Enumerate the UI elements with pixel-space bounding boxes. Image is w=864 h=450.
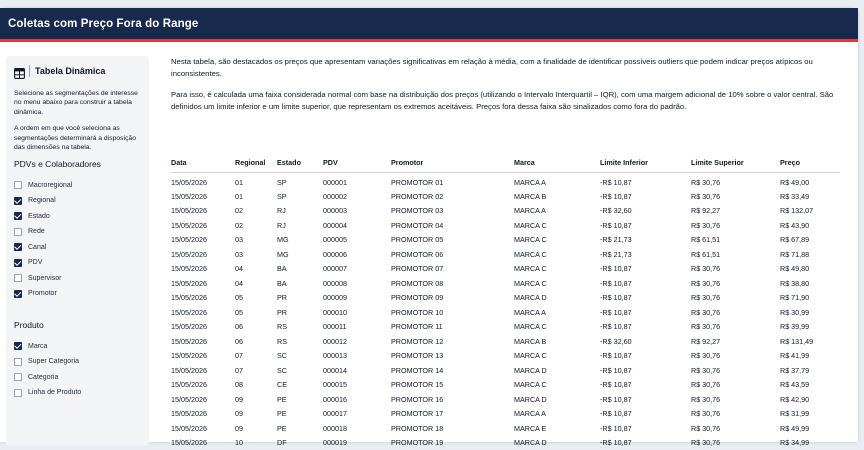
cell-estado: BA xyxy=(277,276,323,291)
table-row xyxy=(171,189,840,204)
cell-data: 15/05/2026 xyxy=(171,407,235,422)
cell-regional: 03 xyxy=(235,247,277,262)
cell-regional: 09 xyxy=(235,392,277,407)
cell-regional: 07 xyxy=(235,349,277,364)
cell-limite-inferior: -R$ 10,87 xyxy=(600,320,691,335)
cell-promotor: PROMOTOR 15 xyxy=(391,378,514,393)
cell-preco: R$ 41,99 xyxy=(780,349,840,364)
cell-estado: PR xyxy=(277,291,323,306)
help-text-1: Selecione as segmentações de interesse no menu abaixo para construir a tabela dinâmica. xyxy=(14,89,141,117)
table-row xyxy=(171,421,840,436)
cell-limite-inferior: -R$ 21,73 xyxy=(600,233,691,248)
cell-limite-superior: R$ 30,76 xyxy=(691,363,780,378)
cell-preco: R$ 39,99 xyxy=(780,320,840,335)
checkbox-label: Macroregional xyxy=(28,182,72,189)
cell-limite-superior: R$ 30,76 xyxy=(691,305,780,320)
table-row xyxy=(171,204,840,219)
cell-data: 15/05/2026 xyxy=(171,204,235,219)
checkbox-checked-icon[interactable] xyxy=(14,342,22,350)
cell-promotor: PROMOTOR 16 xyxy=(391,392,514,407)
cell-limite-inferior: -R$ 32,60 xyxy=(600,334,691,349)
cell-promotor: PROMOTOR 09 xyxy=(391,291,514,306)
cell-estado: PE xyxy=(277,421,323,436)
checkbox-unchecked-icon[interactable] xyxy=(14,228,22,236)
table-row xyxy=(171,320,840,335)
cell-pdv: 000013 xyxy=(323,349,391,364)
cell-preco: R$ 42,90 xyxy=(780,392,840,407)
checkbox-checked-icon[interactable] xyxy=(14,290,22,298)
cell-preco: R$ 132,07 xyxy=(780,204,840,219)
table-row xyxy=(171,392,840,407)
cell-limite-superior: R$ 30,76 xyxy=(691,262,780,277)
checkbox-option-categoria[interactable] xyxy=(14,369,141,385)
cell-limite-inferior: -R$ 10,87 xyxy=(600,349,691,364)
cell-pdv: 000018 xyxy=(323,421,391,436)
cell-promotor: PROMOTOR 19 xyxy=(391,436,514,450)
report-card xyxy=(0,8,858,442)
cell-regional: 04 xyxy=(235,262,277,277)
checkbox-checked-icon[interactable] xyxy=(14,243,22,251)
column-header-data[interactable]: Data xyxy=(171,154,235,172)
cell-regional: 03 xyxy=(235,233,277,248)
checkbox-option-linha-de-produto[interactable] xyxy=(14,385,141,401)
cell-limite-superior: R$ 30,76 xyxy=(691,378,780,393)
cell-promotor: PROMOTOR 11 xyxy=(391,320,514,335)
cell-regional: 02 xyxy=(235,204,277,219)
outlier-price-table xyxy=(171,154,840,450)
cell-limite-inferior: -R$ 10,87 xyxy=(600,189,691,204)
column-header-marca[interactable]: Marca xyxy=(514,154,600,172)
cell-limite-superior: R$ 30,76 xyxy=(691,436,780,450)
table-row xyxy=(171,305,840,320)
group-title-produto: Produto xyxy=(14,320,141,330)
checkbox-option-canal[interactable] xyxy=(14,239,141,255)
cell-data: 15/05/2026 xyxy=(171,334,235,349)
checkbox-label: Marca xyxy=(28,343,47,350)
cell-promotor: PROMOTOR 05 xyxy=(391,233,514,248)
column-header-limite-superior[interactable]: Limite Superior xyxy=(691,154,780,172)
cell-estado: PE xyxy=(277,392,323,407)
cell-promotor: PROMOTOR 02 xyxy=(391,189,514,204)
cell-pdv: 000015 xyxy=(323,378,391,393)
cell-limite-superior: R$ 30,76 xyxy=(691,320,780,335)
group-title-pdvs-e-colaboradores: PDVs e Colaboradores xyxy=(14,159,141,169)
cell-marca: MARCA B xyxy=(514,334,600,349)
cell-pdv: 000001 xyxy=(323,172,391,189)
checkbox-option-estado[interactable] xyxy=(14,208,141,224)
checkbox-label: Promotor xyxy=(28,290,57,297)
cell-pdv: 000019 xyxy=(323,436,391,450)
cell-preco: R$ 71,90 xyxy=(780,291,840,306)
cell-limite-superior: R$ 30,76 xyxy=(691,172,780,189)
description xyxy=(171,56,843,113)
cell-data: 15/05/2026 xyxy=(171,320,235,335)
cell-regional: 08 xyxy=(235,378,277,393)
cell-data: 15/05/2026 xyxy=(171,392,235,407)
cell-limite-superior: R$ 30,76 xyxy=(691,218,780,233)
cell-regional: 02 xyxy=(235,218,277,233)
cell-limite-inferior: -R$ 32,60 xyxy=(600,204,691,219)
cell-data: 15/05/2026 xyxy=(171,276,235,291)
table-row xyxy=(171,363,840,378)
column-header-promotor[interactable]: Promotor xyxy=(391,154,514,172)
table-grid-icon xyxy=(14,66,25,77)
cell-limite-superior: R$ 30,76 xyxy=(691,349,780,364)
cell-regional: 09 xyxy=(235,421,277,436)
checkbox-label: PDV xyxy=(28,259,42,266)
cell-preco: R$ 67,89 xyxy=(780,233,840,248)
cell-preco: R$ 131,49 xyxy=(780,334,840,349)
checkbox-unchecked-icon[interactable] xyxy=(14,274,22,282)
cell-limite-inferior: -R$ 10,87 xyxy=(600,262,691,277)
checkbox-option-marca[interactable] xyxy=(14,338,141,354)
cell-limite-inferior: -R$ 10,87 xyxy=(600,363,691,378)
cell-estado: PR xyxy=(277,305,323,320)
cell-data: 15/05/2026 xyxy=(171,218,235,233)
cell-preco: R$ 43,90 xyxy=(780,218,840,233)
cell-marca: MARCA C xyxy=(514,378,600,393)
cell-estado: SP xyxy=(277,189,323,204)
cell-marca: MARCA C xyxy=(514,233,600,248)
checkbox-label: Estado xyxy=(28,213,50,220)
cell-marca: MARCA A xyxy=(514,407,600,422)
cell-pdv: 000003 xyxy=(323,204,391,219)
cell-limite-superior: R$ 30,76 xyxy=(691,392,780,407)
cell-regional: 10 xyxy=(235,436,277,450)
cell-data: 15/05/2026 xyxy=(171,421,235,436)
cell-promotor: PROMOTOR 13 xyxy=(391,349,514,364)
cell-limite-superior: R$ 30,76 xyxy=(691,276,780,291)
pivot-sidebar xyxy=(6,56,149,446)
cell-marca: MARCA D xyxy=(514,291,600,306)
cell-promotor: PROMOTOR 07 xyxy=(391,262,514,277)
cell-limite-inferior: -R$ 10,87 xyxy=(600,291,691,306)
cell-promotor: PROMOTOR 17 xyxy=(391,407,514,422)
cell-pdv: 000011 xyxy=(323,320,391,335)
column-header-estado[interactable]: Estado xyxy=(277,154,323,172)
checkbox-unchecked-icon[interactable] xyxy=(14,181,22,189)
table-body xyxy=(171,172,840,450)
cell-regional: 05 xyxy=(235,305,277,320)
checkbox-option-super-categoria[interactable] xyxy=(14,354,141,370)
cell-limite-inferior: -R$ 10,87 xyxy=(600,392,691,407)
table-row xyxy=(171,291,840,306)
cell-limite-inferior: -R$ 10,87 xyxy=(600,407,691,422)
description-paragraph-2: Para isso, é calculada uma faixa considerada normal com base na distribuição dos preços (utilizando o Intervalo Interquartil – IQR), com uma margem adicional de 10% sobre o valor central. São definidos um limite inferior e um limite superior, que representam os extremos aceitáveis. Preços fora dessa faixa são sinalizados como fora do padrão. xyxy=(171,89,843,113)
cell-limite-inferior: -R$ 10,87 xyxy=(600,378,691,393)
cell-pdv: 000008 xyxy=(323,276,391,291)
table-row xyxy=(171,407,840,422)
cell-limite-superior: R$ 92,27 xyxy=(691,204,780,219)
cell-preco: R$ 31,99 xyxy=(780,407,840,422)
pivot-panel-title: Tabela Dinâmica xyxy=(35,66,105,76)
cell-limite-inferior: -R$ 10,87 xyxy=(600,305,691,320)
cell-promotor: PROMOTOR 03 xyxy=(391,204,514,219)
title-bar xyxy=(0,8,858,42)
cell-limite-superior: R$ 30,76 xyxy=(691,421,780,436)
table-header-row xyxy=(171,154,840,172)
cell-preco: R$ 34,99 xyxy=(780,436,840,450)
cell-promotor: PROMOTOR 12 xyxy=(391,334,514,349)
cell-estado: MG xyxy=(277,233,323,248)
cell-limite-superior: R$ 92,27 xyxy=(691,334,780,349)
table-row xyxy=(171,436,840,450)
cell-marca: MARCA C xyxy=(514,276,600,291)
cell-data: 15/05/2026 xyxy=(171,436,235,450)
cell-preco: R$ 33,49 xyxy=(780,189,840,204)
cell-limite-inferior: -R$ 21,73 xyxy=(600,247,691,262)
cell-limite-inferior: -R$ 10,87 xyxy=(600,436,691,450)
cell-marca: MARCA A xyxy=(514,204,600,219)
cell-pdv: 000017 xyxy=(323,407,391,422)
cell-regional: 04 xyxy=(235,276,277,291)
cell-marca: MARCA D xyxy=(514,392,600,407)
cell-estado: CE xyxy=(277,378,323,393)
pivot-panel-header xyxy=(14,65,141,77)
cell-preco: R$ 38,80 xyxy=(780,276,840,291)
cell-data: 15/05/2026 xyxy=(171,305,235,320)
column-header-limite-inferior[interactable]: Limite Inferior xyxy=(600,154,691,172)
cell-data: 15/05/2026 xyxy=(171,233,235,248)
cell-limite-inferior: -R$ 10,87 xyxy=(600,172,691,189)
column-header-regional[interactable]: Regional xyxy=(235,154,277,172)
cell-marca: MARCA C xyxy=(514,262,600,277)
cell-promotor: PROMOTOR 06 xyxy=(391,247,514,262)
cell-marca: MARCA D xyxy=(514,436,600,450)
help-text-2: A ordem em que você seleciona as segmentações determinará a disposição das dimensões na tabela. xyxy=(14,124,141,152)
checkbox-option-supervisor[interactable] xyxy=(14,270,141,286)
table-row xyxy=(171,276,840,291)
cell-pdv: 000002 xyxy=(323,189,391,204)
cell-marca: MARCA B xyxy=(514,189,600,204)
checkbox-label: Supervisor xyxy=(28,275,61,282)
cell-preco: R$ 49,00 xyxy=(780,172,840,189)
cell-regional: 01 xyxy=(235,172,277,189)
cell-estado: RS xyxy=(277,320,323,335)
column-header-preco[interactable]: Preço xyxy=(780,154,840,172)
cell-preco: R$ 49,80 xyxy=(780,262,840,277)
cell-regional: 06 xyxy=(235,320,277,335)
cell-promotor: PROMOTOR 10 xyxy=(391,305,514,320)
checkbox-label: Regional xyxy=(28,197,56,204)
cell-marca: MARCA E xyxy=(514,421,600,436)
cell-marca: MARCA C xyxy=(514,320,600,335)
cell-regional: 07 xyxy=(235,363,277,378)
checkbox-option-regional[interactable] xyxy=(14,193,141,209)
checkbox-option-pdv[interactable] xyxy=(14,255,141,271)
cell-data: 15/05/2026 xyxy=(171,262,235,277)
cell-regional: 05 xyxy=(235,291,277,306)
table-row xyxy=(171,378,840,393)
cell-pdv: 000016 xyxy=(323,392,391,407)
table-row xyxy=(171,218,840,233)
checkbox-option-macroregional[interactable] xyxy=(14,177,141,193)
cell-estado: SP xyxy=(277,172,323,189)
cell-estado: RS xyxy=(277,334,323,349)
cell-pdv: 000005 xyxy=(323,233,391,248)
header-divider xyxy=(29,65,30,77)
checkbox-option-rede[interactable] xyxy=(14,224,141,240)
cell-data: 15/05/2026 xyxy=(171,291,235,306)
main-content xyxy=(171,56,843,122)
cell-estado: SC xyxy=(277,363,323,378)
cell-marca: MARCA D xyxy=(514,363,600,378)
cell-promotor: PROMOTOR 04 xyxy=(391,218,514,233)
table-row xyxy=(171,233,840,248)
cell-promotor: PROMOTOR 01 xyxy=(391,172,514,189)
checkbox-label: Categoria xyxy=(28,374,58,381)
cell-marca: MARCA C xyxy=(514,349,600,364)
cell-limite-superior: R$ 61,51 xyxy=(691,247,780,262)
cell-pdv: 000009 xyxy=(323,291,391,306)
cell-limite-superior: R$ 30,76 xyxy=(691,189,780,204)
checkbox-checked-icon[interactable] xyxy=(14,197,22,205)
cell-limite-inferior: -R$ 10,87 xyxy=(600,276,691,291)
cell-data: 15/05/2026 xyxy=(171,363,235,378)
cell-data: 15/05/2026 xyxy=(171,172,235,189)
cell-limite-superior: R$ 30,76 xyxy=(691,407,780,422)
cell-pdv: 000010 xyxy=(323,305,391,320)
cell-estado: SC xyxy=(277,349,323,364)
cell-pdv: 000007 xyxy=(323,262,391,277)
cell-preco: R$ 43,59 xyxy=(780,378,840,393)
cell-promotor: PROMOTOR 08 xyxy=(391,276,514,291)
checkbox-label: Super Categoria xyxy=(28,358,79,365)
checkbox-label: Canal xyxy=(28,244,46,251)
cell-promotor: PROMOTOR 18 xyxy=(391,421,514,436)
cell-limite-superior: R$ 30,76 xyxy=(691,291,780,306)
cell-pdv: 000006 xyxy=(323,247,391,262)
cell-limite-inferior: -R$ 10,87 xyxy=(600,218,691,233)
page-title: Coletas com Preço Fora do Range xyxy=(8,18,198,30)
checkbox-unchecked-icon[interactable] xyxy=(14,389,22,397)
table-row xyxy=(171,334,840,349)
cell-pdv: 000004 xyxy=(323,218,391,233)
cell-preco: R$ 30,99 xyxy=(780,305,840,320)
cell-estado: BA xyxy=(277,262,323,277)
checkbox-unchecked-icon[interactable] xyxy=(14,373,22,381)
checkbox-option-promotor[interactable] xyxy=(14,286,141,302)
checkbox-label: Rede xyxy=(28,228,45,235)
column-header-pdv[interactable]: PDV xyxy=(323,154,391,172)
cell-estado: RJ xyxy=(277,204,323,219)
table-row xyxy=(171,247,840,262)
cell-marca: MARCA A xyxy=(514,172,600,189)
description-paragraph-1: Nesta tabela, são destacados os preços que apresentam variações significativas em relação à média, com a finalidade de identificar possíveis outliers que podem indicar preços atípicos ou inconsistentes. xyxy=(171,56,843,80)
cell-promotor: PROMOTOR 14 xyxy=(391,363,514,378)
cell-estado: MG xyxy=(277,247,323,262)
segment-groups xyxy=(14,159,141,400)
cell-data: 15/05/2026 xyxy=(171,247,235,262)
cell-limite-inferior: -R$ 10,87 xyxy=(600,421,691,436)
cell-estado: DF xyxy=(277,436,323,450)
cell-regional: 01 xyxy=(235,189,277,204)
cell-estado: PE xyxy=(277,407,323,422)
cell-regional: 09 xyxy=(235,407,277,422)
cell-preco: R$ 37,79 xyxy=(780,363,840,378)
cell-estado: RJ xyxy=(277,218,323,233)
cell-marca: MARCA A xyxy=(514,305,600,320)
cell-preco: R$ 71,88 xyxy=(780,247,840,262)
checkbox-checked-icon[interactable] xyxy=(14,212,22,220)
table-row xyxy=(171,262,840,277)
table-row xyxy=(171,349,840,364)
cell-preco: R$ 49,99 xyxy=(780,421,840,436)
cell-data: 15/05/2026 xyxy=(171,378,235,393)
cell-pdv: 000012 xyxy=(323,334,391,349)
cell-regional: 06 xyxy=(235,334,277,349)
cell-data: 15/05/2026 xyxy=(171,189,235,204)
cell-marca: MARCA C xyxy=(514,247,600,262)
cell-pdv: 000014 xyxy=(323,363,391,378)
cell-limite-superior: R$ 61,51 xyxy=(691,233,780,248)
checkbox-checked-icon[interactable] xyxy=(14,259,22,267)
table-row xyxy=(171,172,840,189)
checkbox-unchecked-icon[interactable] xyxy=(14,358,22,366)
checkbox-label: Linha de Produto xyxy=(28,389,81,396)
cell-marca: MARCA C xyxy=(514,218,600,233)
cell-data: 15/05/2026 xyxy=(171,349,235,364)
